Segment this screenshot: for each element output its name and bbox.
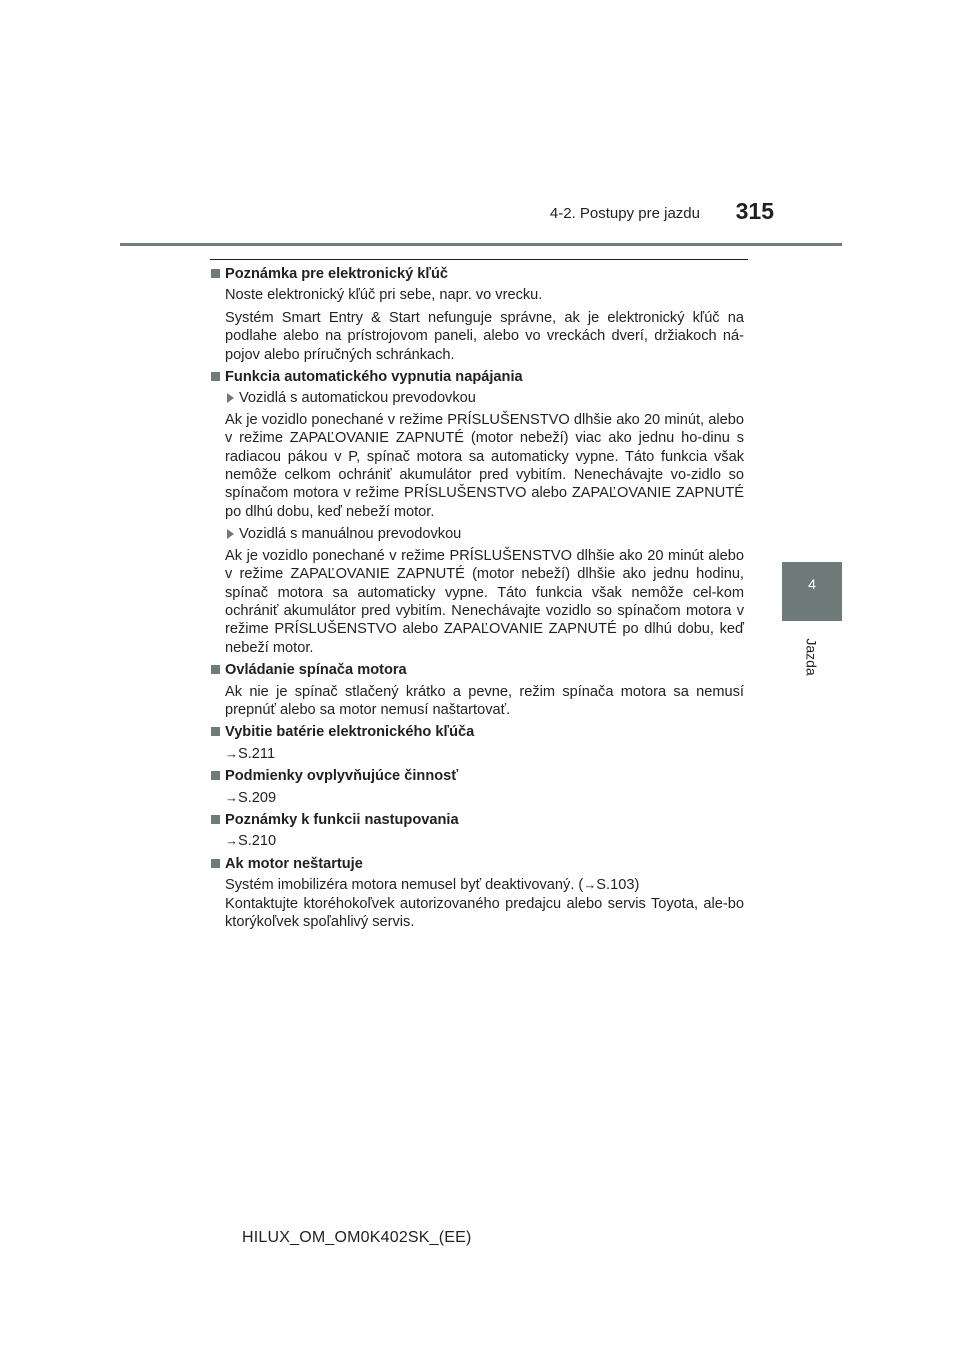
- square-bullet-icon: [211, 771, 220, 780]
- page-reference-link[interactable]: S.211: [238, 745, 276, 762]
- page-reference-link[interactable]: S.210: [238, 833, 277, 850]
- subheading-automatic: [211, 389, 744, 407]
- section-entry-function-notes: [211, 811, 744, 851]
- section-title-text: Poznámky k funkcii nastupovania: [225, 811, 459, 828]
- arrow-right-icon: →: [225, 745, 238, 761]
- section-title-text: Funkcia automatického vypnutia napájania: [225, 369, 523, 386]
- arrow-right-icon: →: [583, 877, 597, 893]
- section-title: [211, 368, 744, 386]
- section-operating-conditions: [211, 767, 744, 807]
- paragraph: Systém Smart Entry & Start nefunguje správne, ak je elektronický kľúč na podlahe alebo na prístrojovom paneli, alebo vo vreckách dverí, držiakoch ná-pojov alebo príručných schránkach.: [225, 309, 744, 363]
- chapter-tab-number: 4: [808, 576, 816, 592]
- chapter-tab-label-box: [779, 632, 845, 682]
- paragraph: Noste elektronický kľúč pri sebe, napr. vo vrecku.: [225, 287, 543, 304]
- section-title-text: Ak motor neštartuje: [225, 855, 363, 872]
- paragraph: Kontaktujte ktoréhokoľvek autorizovaného predajcu alebo servis Toyota, ale-bo ktorýkoľvek spoľahlivý servis.: [225, 895, 744, 930]
- section-electronic-key-note: [211, 265, 744, 364]
- page-content: [211, 265, 744, 935]
- header-rule: [120, 243, 842, 246]
- running-header-section: 4-2. Postupy pre jazdu: [549, 205, 700, 222]
- paragraph: Ak je vozidlo ponechané v režime PRÍSLUŠENSTVO dlhšie ako 20 minút, alebo v režime ZAPAĽOVANIE ZAPNUTÉ (motor nebeží) viac ako jednu ho-dinu s radiacou pákou v P, spínač motora sa automaticky vypne. Táto funkcia však nemôže celkom ochrániť akumulátor pred vybitím. Nenechávajte vo-zidlo so spínačom motora v režime PRÍSLUŠENSTVO alebo ZAPAĽOVANIE ZAPNUTÉ po dlhú dobu, keď nebeží motor.: [225, 411, 744, 520]
- square-bullet-icon: [211, 269, 220, 278]
- section-title: [211, 265, 744, 283]
- square-bullet-icon: [211, 665, 220, 674]
- section-key-battery-depletion: [211, 723, 744, 763]
- chapter-tab-label: Jazda: [803, 638, 820, 676]
- square-bullet-icon: [211, 815, 220, 824]
- page-number: 315: [735, 198, 774, 224]
- section-title-text: Vybitie batérie elektronického kľúča: [225, 724, 475, 741]
- paragraph-text: ): [634, 877, 640, 894]
- square-bullet-icon: [211, 372, 220, 381]
- arrow-right-icon: →: [225, 789, 238, 805]
- page-reference-link[interactable]: S.209: [238, 789, 277, 806]
- page-reference-link[interactable]: S.103: [596, 877, 635, 894]
- triangle-bullet-icon: [227, 393, 234, 403]
- section-engine-does-not-start: [211, 855, 744, 932]
- paragraph-text: Systém imobilizéra motora nemusel byť deaktivovaný. (: [225, 877, 584, 894]
- square-bullet-icon: [211, 859, 220, 868]
- chapter-tab: [782, 562, 842, 621]
- triangle-bullet-icon: [227, 529, 234, 539]
- section-title: [211, 661, 744, 679]
- section-title-text: Podmienky ovplyvňujúce činnosť: [225, 768, 459, 785]
- section-title: [211, 855, 744, 873]
- paragraph: Ak je vozidlo ponechané v režime PRÍSLUŠENSTVO dlhšie ako 20 minút alebo v režime ZAPAĽOVANIE ZAPNUTÉ (motor nebeží) dlhšie ako jednu hodinu, spínač motora sa automaticky vypne. Táto funkcia však nemôže cel-kom ochrániť akumulátor pred vybitím. Nenechávajte vozidlo so spínačom motora v režime PRÍSLUŠENSTVO alebo ZAPAĽOVANIE ZAPNUTÉ po dlhú dobu, keď nebeží motor.: [225, 547, 744, 656]
- section-title-text: Poznámka pre elektronický kľúč: [225, 266, 449, 282]
- subheading-text: Vozidlá s automatickou prevodovkou: [239, 390, 476, 407]
- content-top-rule: [210, 259, 748, 260]
- document-code-footer: HILUX_OM_OM0K402SK_(EE): [242, 1229, 472, 1246]
- section-title: [211, 723, 744, 741]
- section-title: [211, 811, 744, 829]
- section-title-text: Ovládanie spínača motora: [225, 662, 407, 679]
- subheading-text: Vozidlá s manuálnou prevodovkou: [239, 526, 462, 543]
- page-reference: [211, 745, 744, 763]
- page-reference: [211, 789, 744, 807]
- section-engine-switch-operation: [211, 661, 744, 719]
- page-reference: [211, 832, 744, 850]
- section-title: [211, 767, 744, 785]
- paragraph: Ak nie je spínač stlačený krátko a pevne, režim spínača motora sa nemusí prepnúť alebo sa motor nemusí naštartovať.: [225, 683, 744, 718]
- section-auto-power-off: [211, 368, 744, 657]
- subheading-manual: [211, 525, 744, 543]
- square-bullet-icon: [211, 727, 220, 736]
- paragraph: [211, 876, 744, 894]
- arrow-right-icon: →: [225, 833, 238, 849]
